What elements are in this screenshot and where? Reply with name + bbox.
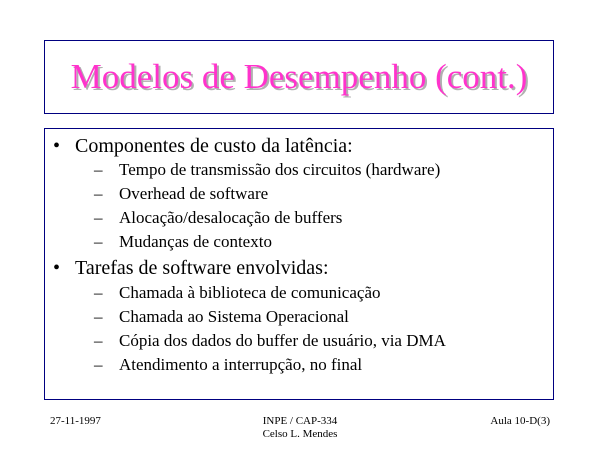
footer-course: INPE / CAP-334 <box>262 415 338 427</box>
sub-item <box>94 232 272 252</box>
footer-author: Celso L. Mendes <box>262 428 338 440</box>
dash-glyph: – <box>94 355 103 374</box>
sub-item-label: Alocação/desalocação de buffers <box>119 208 343 227</box>
footer-lecture: Aula 10-D(3) <box>490 415 550 427</box>
content-box <box>44 128 554 400</box>
bullet-item <box>53 257 329 279</box>
sub-item-label: Mudanças de contexto <box>119 232 272 251</box>
sub-item <box>94 331 446 351</box>
footer-center <box>200 415 400 441</box>
dash-glyph: – <box>94 184 103 203</box>
sub-item-label: Chamada à biblioteca de comunicação <box>119 283 381 302</box>
sub-item-label: Atendimento a interrupção, no final <box>119 355 363 374</box>
sub-item <box>94 160 440 180</box>
dash-glyph: – <box>94 160 103 179</box>
title-box <box>44 40 554 114</box>
bullet-item <box>53 135 353 157</box>
sub-item <box>94 208 342 228</box>
bullet-glyph: • <box>53 257 61 279</box>
dash-glyph: – <box>94 331 103 350</box>
slide-title: Modelos de Desempenho (cont.) <box>70 57 528 96</box>
dash-glyph: – <box>94 232 103 251</box>
sub-item-label: Overhead de software <box>119 184 269 203</box>
dash-glyph: – <box>94 307 103 326</box>
dash-glyph: – <box>94 283 103 302</box>
sub-item <box>94 307 349 327</box>
dash-glyph: – <box>94 208 103 227</box>
sub-item-label: Cópia dos dados do buffer de usuário, via DMA <box>119 331 446 350</box>
sub-item <box>94 355 362 375</box>
bullet-glyph: • <box>53 135 61 157</box>
sub-item <box>94 184 268 204</box>
sub-item <box>94 283 381 303</box>
footer-date: 27-11-1997 <box>50 415 101 427</box>
bullet-label: Componentes de custo da latência: <box>75 135 353 157</box>
sub-item-label: Chamada ao Sistema Operacional <box>119 307 349 326</box>
sub-item-label: Tempo de transmissão dos circuitos (hardware) <box>119 160 441 179</box>
bullet-label: Tarefas de software envolvidas: <box>75 257 329 279</box>
